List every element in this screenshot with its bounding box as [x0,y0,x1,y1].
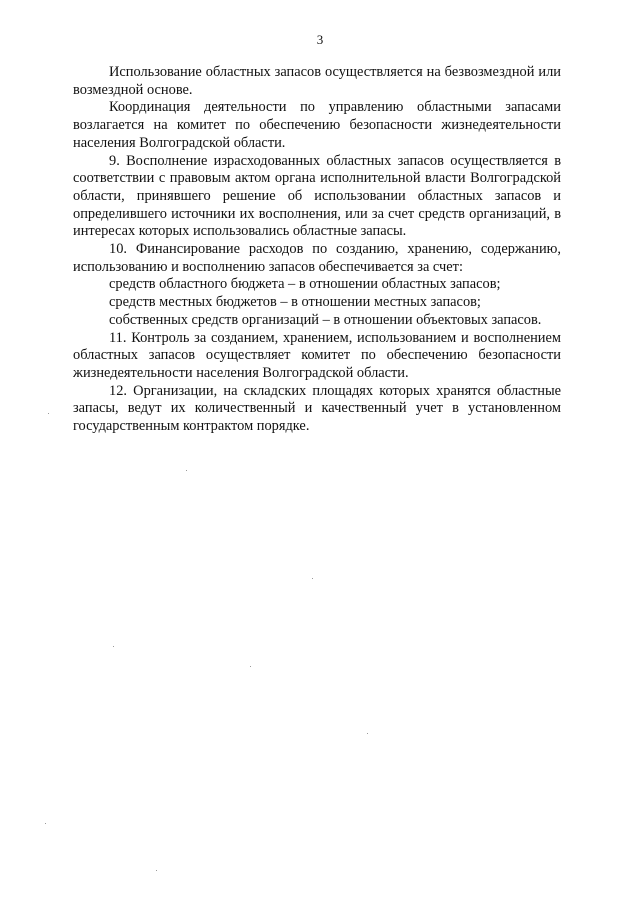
paragraph-own-funds: собственных средств организаций – в отношении объектовых запасов. [109,311,542,328]
document-body [73,64,561,436]
paragraph-item-9-replenishment: 9. Восполнение израсходованных областных запасов осуществляется в соответствии с правовым актом органа исполнительной власти Волгоградской области, принявшего решение об использовании областных запасов и определившего источники их восполнения, или за счет средств организаций, в интересах которых использовались областные запасы. [73,152,561,240]
scan-speck [156,870,157,871]
paragraph-coordination: Координация деятельности по управлению областными запасами возлагается на комитет по обеспечению безопасности жизнедеятельности населения Волгоградской области. [73,99,561,151]
scan-speck [250,666,251,667]
paragraph-item-12-organizations: 12. Организации, на складских площадях которых хранятся областные запасы, ведут их количественный и качественный учет в установленном государственным контрактом порядке. [73,382,561,435]
scan-speck [367,733,368,734]
scan-speck [48,413,49,414]
paragraph-usage-basis: Использование областных запасов осуществляется на безвозмездной или возмездной основе. [73,64,561,98]
paragraph-item-11-control: 11. Контроль за созданием, хранением, использованием и восполнением областных запасов осуществляет комитет по обеспечению безопасности жизнедеятельности населения Волгоградской области. [73,329,561,381]
scan-speck [45,823,46,824]
paragraph-local-budgets: средств местных бюджетов – в отношении местных запасов; [109,294,481,311]
paragraph-regional-budget: средств областного бюджета – в отношении областных запасов; [109,276,501,293]
scan-speck [113,646,114,647]
scan-speck [186,470,187,471]
paragraph-item-10-financing: 10. Финансирование расходов по созданию, хранению, содержанию, использованию и восполнению запасов обеспечивается за счет: [73,241,561,275]
page-number: 3 [316,32,324,47]
scan-speck [312,578,313,579]
